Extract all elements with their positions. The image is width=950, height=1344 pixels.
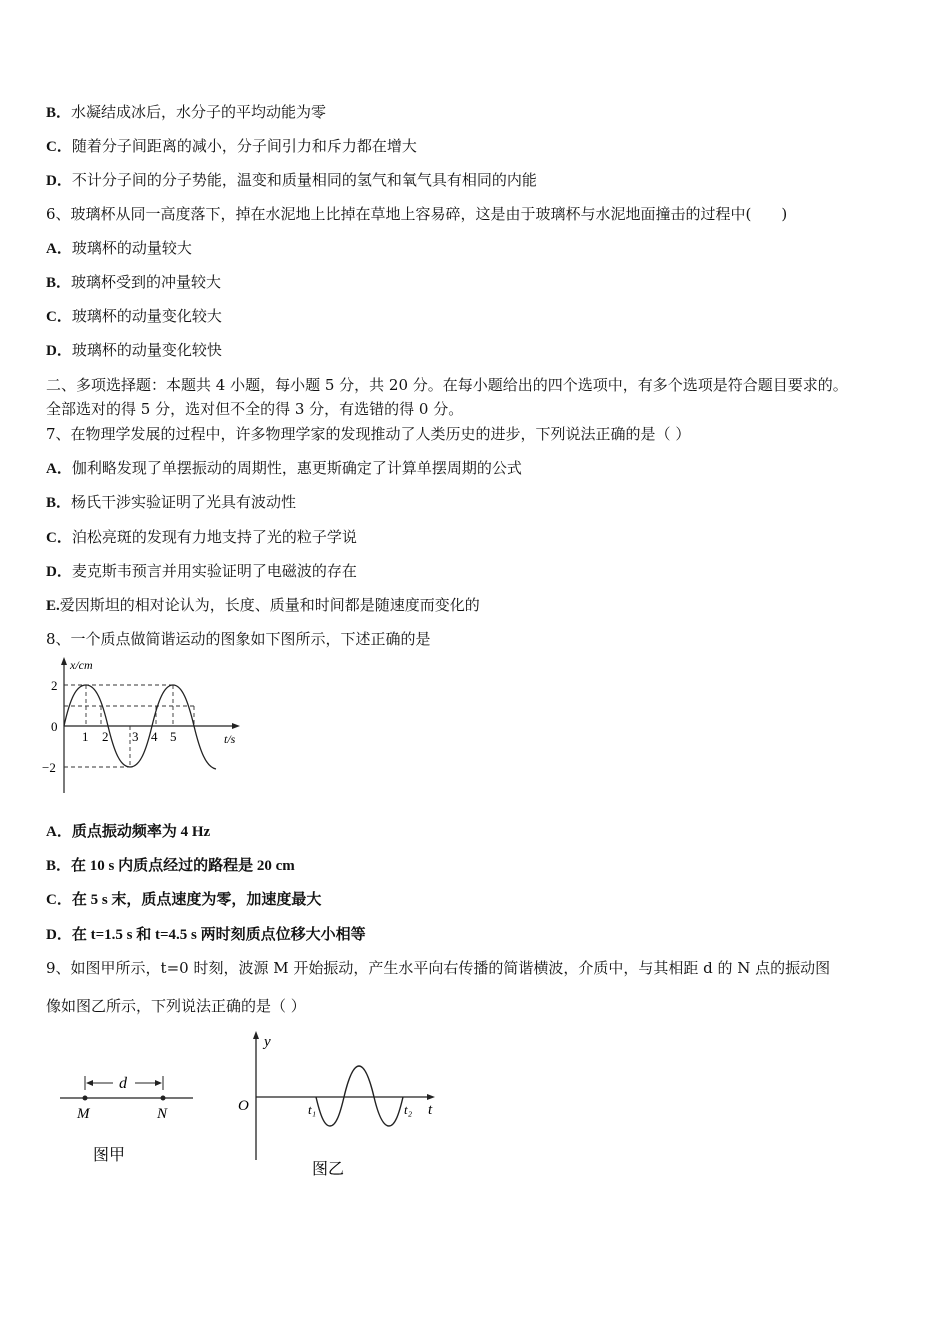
- option-label: C．: [46, 892, 72, 908]
- n-label: N: [157, 1106, 168, 1122]
- q7-option-d: [46, 561, 357, 582]
- q6-option-c: [46, 306, 222, 327]
- t2-label: t₂: [404, 1102, 413, 1117]
- point-n: [161, 1096, 166, 1101]
- option-label: D．: [46, 343, 72, 359]
- q7-option-a: [46, 458, 522, 479]
- option-text: 玻璃杯的动量变化较大: [71, 307, 222, 325]
- x-tick-1: 1: [82, 729, 89, 744]
- q6-option-a: [46, 238, 192, 259]
- x-tick-4: 4: [151, 729, 158, 744]
- option-text: 随着分子间距离的减小，分子间引力和斥力都在增大: [71, 137, 417, 155]
- option-text: 质点振动频率为 4 Hz: [71, 824, 211, 840]
- option-label: A．: [46, 461, 72, 477]
- point-m: [83, 1096, 88, 1101]
- option-text: 水凝结成冰后，水分子的平均动能为零: [71, 103, 327, 121]
- option-text: 伽利略发现了单摆振动的周期性，惠更斯确定了计算单摆周期的公式: [71, 459, 522, 477]
- d-arrowhead-left: [86, 1080, 93, 1086]
- option-label: C．: [46, 309, 72, 325]
- option-text: 玻璃杯的动量较大: [71, 239, 192, 257]
- q6-option-b: [46, 272, 221, 293]
- q5-option-b: [46, 102, 326, 123]
- t-label: t: [428, 1102, 433, 1118]
- x-tick-2: 2: [102, 729, 109, 744]
- section-heading-line1: 二、多项选择题：本题共 4 小题，每小题 5 分，共 20 分。在每小题给出的四个选项中，有多个选项是符合题目要求的。: [46, 376, 848, 394]
- option-label: B．: [46, 275, 72, 291]
- option-label: C．: [46, 530, 72, 546]
- q5-option-c: [46, 136, 417, 157]
- option-label: D．: [46, 173, 72, 189]
- option-label: A．: [46, 241, 72, 257]
- m-label: M: [77, 1106, 90, 1122]
- t1-label: t₁: [308, 1102, 317, 1117]
- option-label: B．: [46, 495, 72, 511]
- option-label: D．: [46, 564, 72, 580]
- x-tick-3: 3: [132, 729, 139, 744]
- x-axis-label: t/s: [224, 732, 236, 746]
- q8-option-c: [46, 889, 321, 910]
- q8-option-d: [46, 924, 366, 945]
- y-tick-minus-2: −2: [42, 760, 56, 775]
- y-label: y: [264, 1034, 271, 1050]
- option-text: 在 t=1.5 s 和 t=4.5 s 两时刻质点位移大小相等: [71, 927, 366, 943]
- y-axis-arrow: [253, 1031, 259, 1039]
- q8-stem: 8、一个质点做简谐运动的图象如下图所示，下述正确的是: [46, 630, 431, 648]
- q8-option-a: [46, 821, 210, 842]
- q7-option-b: [46, 492, 296, 513]
- displacement-curve: [64, 685, 216, 769]
- vibration-curve: [316, 1066, 403, 1126]
- option-text: 泊松亮斑的发现有力地支持了光的粒子学说: [71, 528, 357, 546]
- option-text: 麦克斯韦预言并用实验证明了电磁波的存在: [71, 562, 357, 580]
- shm-displacement-graph: [40, 655, 250, 795]
- figure-a-caption: 图甲: [93, 1147, 126, 1164]
- section-heading-line2: 全部选对的得 5 分，选对但不全的得 3 分，有选错的得 0 分。: [46, 400, 464, 418]
- option-text: 不计分子间的分子势能，温变和质量相同的氢气和氧气具有相同的内能: [71, 171, 537, 189]
- option-label: A．: [46, 824, 72, 840]
- option-text: 爱因斯坦的相对论认为，长度、质量和时间都是随速度而变化的: [59, 596, 480, 614]
- figure-b-caption: 图乙: [312, 1161, 345, 1178]
- y-axis-label: x/cm: [70, 658, 93, 672]
- figure-a-wave-source: [55, 1060, 205, 1170]
- option-label: E.: [46, 598, 60, 614]
- option-text: 杨氏干涉实验证明了光具有波动性: [71, 493, 297, 511]
- y-tick-2: 2: [51, 678, 58, 693]
- q6-stem: 6、玻璃杯从同一高度落下，掉在水泥地上比掉在草地上容易碎，这是由于玻璃杯与水泥地面撞击的过程中( ): [46, 205, 788, 223]
- y-axis-arrow: [61, 657, 67, 665]
- option-text: 在 10 s 内质点经过的路程是 20 cm: [71, 858, 295, 874]
- q6-option-d: [46, 340, 222, 361]
- t-axis-arrow: [427, 1094, 435, 1100]
- option-text: 玻璃杯的动量变化较快: [71, 341, 222, 359]
- option-text: 玻璃杯受到的冲量较大: [71, 273, 222, 291]
- option-label: B．: [46, 105, 72, 121]
- q8-option-b: [46, 855, 295, 876]
- d-label: d: [119, 1075, 127, 1092]
- option-label: C．: [46, 139, 72, 155]
- q7-option-e: [46, 595, 480, 616]
- x-axis-arrow: [232, 723, 240, 729]
- option-label: D．: [46, 927, 72, 943]
- origin-label: O: [238, 1098, 249, 1114]
- q9-stem-line2: 像如图乙所示，下列说法正确的是（ ）: [46, 997, 306, 1015]
- figure-b-vibration-graph: [232, 1028, 452, 1183]
- q7-stem: 7、在物理学发展的过程中，许多物理学家的发现推动了人类历史的进步，下列说法正确的是（ ）: [46, 425, 691, 443]
- x-tick-5: 5: [170, 729, 177, 744]
- q9-stem-line1: 9、如图甲所示，t=0 时刻，波源 M 开始振动，产生水平向右传播的简谐横波，介质中，与其相距 d 的 N 点的振动图: [46, 959, 831, 977]
- d-arrowhead-right: [155, 1080, 162, 1086]
- y-tick-0: 0: [51, 719, 58, 734]
- q7-option-c: [46, 527, 357, 548]
- option-text: 在 5 s 末，质点速度为零，加速度最大: [71, 892, 322, 908]
- q5-option-d: [46, 170, 537, 191]
- option-label: B．: [46, 858, 72, 874]
